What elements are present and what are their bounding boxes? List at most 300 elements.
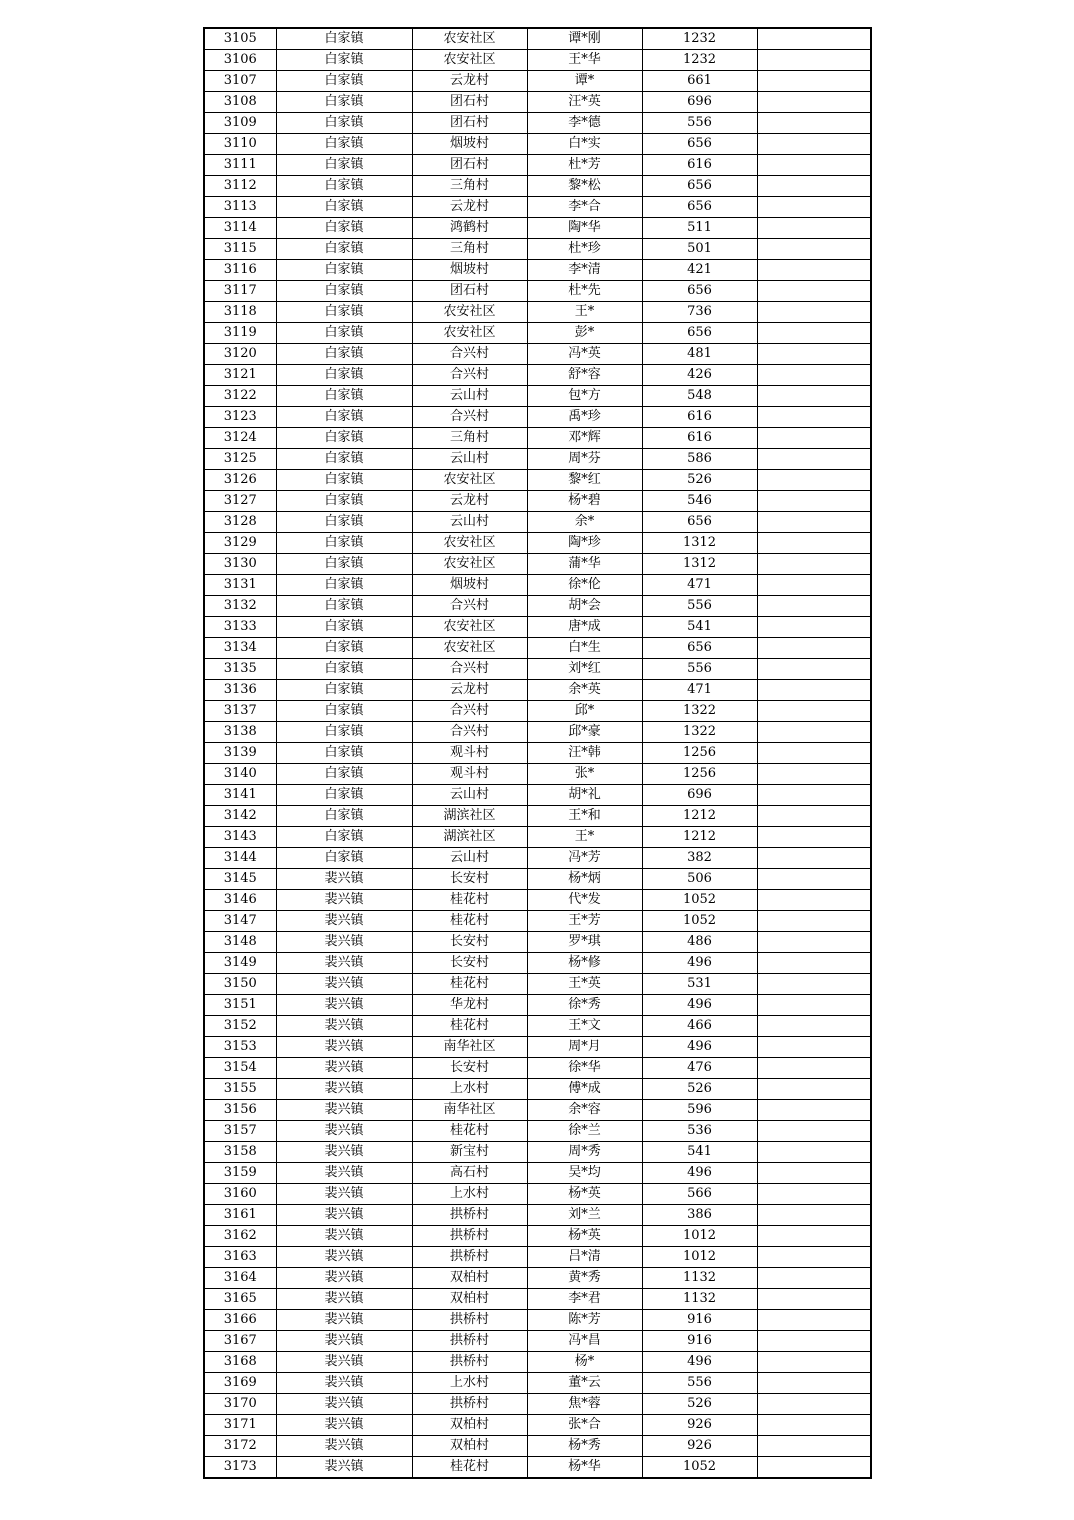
- cell-village: 新宝村: [412, 1142, 527, 1163]
- table-row: [204, 176, 871, 197]
- cell-name: 舒*容: [527, 365, 642, 386]
- table-row: [204, 428, 871, 449]
- cell-village: 三角村: [412, 428, 527, 449]
- cell-town: 白家镇: [276, 260, 412, 281]
- table-row: [204, 974, 871, 995]
- cell-amount: 496: [642, 1037, 757, 1058]
- cell-remark: [757, 1310, 871, 1331]
- table-row: [204, 869, 871, 890]
- table-row: [204, 1268, 871, 1289]
- cell-village: 团石村: [412, 155, 527, 176]
- cell-amount: 511: [642, 218, 757, 239]
- cell-town: 白家镇: [276, 323, 412, 344]
- cell-amount: 656: [642, 281, 757, 302]
- cell-amount: 1232: [642, 28, 757, 50]
- table-row: [204, 533, 871, 554]
- cell-serial-number: 3157: [204, 1121, 276, 1142]
- table-row: [204, 995, 871, 1016]
- cell-village: 合兴村: [412, 365, 527, 386]
- table-row: [204, 806, 871, 827]
- cell-remark: [757, 28, 871, 50]
- cell-serial-number: 3141: [204, 785, 276, 806]
- cell-town: 裴兴镇: [276, 1331, 412, 1352]
- cell-village: 拱桥村: [412, 1205, 527, 1226]
- cell-town: 裴兴镇: [276, 995, 412, 1016]
- cell-town: 裴兴镇: [276, 1268, 412, 1289]
- cell-town: 白家镇: [276, 302, 412, 323]
- cell-remark: [757, 50, 871, 71]
- cell-town: 裴兴镇: [276, 911, 412, 932]
- cell-remark: [757, 638, 871, 659]
- table-row: [204, 1436, 871, 1457]
- cell-amount: 486: [642, 932, 757, 953]
- table-row: [204, 932, 871, 953]
- cell-remark: [757, 1163, 871, 1184]
- table-row: [204, 1226, 871, 1247]
- cell-serial-number: 3147: [204, 911, 276, 932]
- cell-name: 谭*刚: [527, 28, 642, 50]
- cell-name: 彭*: [527, 323, 642, 344]
- cell-village: 长安村: [412, 869, 527, 890]
- cell-remark: [757, 848, 871, 869]
- cell-name: 杨*修: [527, 953, 642, 974]
- cell-village: 合兴村: [412, 407, 527, 428]
- cell-amount: 736: [642, 302, 757, 323]
- table-row: [204, 722, 871, 743]
- cell-serial-number: 3162: [204, 1226, 276, 1247]
- cell-village: 桂花村: [412, 890, 527, 911]
- cell-town: 白家镇: [276, 806, 412, 827]
- table-row: [204, 1352, 871, 1373]
- cell-serial-number: 3153: [204, 1037, 276, 1058]
- cell-remark: [757, 92, 871, 113]
- cell-amount: 926: [642, 1436, 757, 1457]
- cell-name: 冯*芳: [527, 848, 642, 869]
- table-row: [204, 1079, 871, 1100]
- cell-amount: 1322: [642, 722, 757, 743]
- table-row: [204, 1289, 871, 1310]
- cell-serial-number: 3149: [204, 953, 276, 974]
- cell-town: 白家镇: [276, 827, 412, 848]
- cell-serial-number: 3115: [204, 239, 276, 260]
- cell-village: 拱桥村: [412, 1226, 527, 1247]
- table-row: [204, 638, 871, 659]
- cell-village: 桂花村: [412, 974, 527, 995]
- cell-serial-number: 3121: [204, 365, 276, 386]
- cell-town: 裴兴镇: [276, 1205, 412, 1226]
- cell-name: 汪*韩: [527, 743, 642, 764]
- cell-name: 余*容: [527, 1100, 642, 1121]
- cell-amount: 916: [642, 1331, 757, 1352]
- cell-name: 陶*华: [527, 218, 642, 239]
- table-row: [204, 1184, 871, 1205]
- cell-village: 云龙村: [412, 71, 527, 92]
- cell-serial-number: 3169: [204, 1373, 276, 1394]
- cell-amount: 1312: [642, 554, 757, 575]
- cell-amount: 496: [642, 995, 757, 1016]
- cell-remark: [757, 1100, 871, 1121]
- cell-remark: [757, 1121, 871, 1142]
- cell-remark: [757, 806, 871, 827]
- cell-village: 农安社区: [412, 470, 527, 491]
- cell-serial-number: 3118: [204, 302, 276, 323]
- cell-serial-number: 3154: [204, 1058, 276, 1079]
- cell-amount: 1232: [642, 50, 757, 71]
- cell-village: 三角村: [412, 176, 527, 197]
- cell-village: 华龙村: [412, 995, 527, 1016]
- table-row: [204, 386, 871, 407]
- cell-village: 观斗村: [412, 743, 527, 764]
- cell-remark: [757, 407, 871, 428]
- cell-serial-number: 3112: [204, 176, 276, 197]
- table-row: [204, 911, 871, 932]
- cell-village: 拱桥村: [412, 1247, 527, 1268]
- cell-amount: 536: [642, 1121, 757, 1142]
- cell-name: 余*: [527, 512, 642, 533]
- cell-name: 唐*成: [527, 617, 642, 638]
- cell-amount: 526: [642, 470, 757, 491]
- cell-name: 徐*伦: [527, 575, 642, 596]
- cell-village: 合兴村: [412, 344, 527, 365]
- cell-name: 谭*: [527, 71, 642, 92]
- cell-serial-number: 3172: [204, 1436, 276, 1457]
- cell-amount: 1132: [642, 1268, 757, 1289]
- cell-name: 杨*秀: [527, 1436, 642, 1457]
- cell-serial-number: 3148: [204, 932, 276, 953]
- table-row: [204, 155, 871, 176]
- cell-name: 包*方: [527, 386, 642, 407]
- cell-amount: 506: [642, 869, 757, 890]
- cell-amount: 596: [642, 1100, 757, 1121]
- cell-village: 农安社区: [412, 533, 527, 554]
- table-row: [204, 1310, 871, 1331]
- cell-remark: [757, 953, 871, 974]
- cell-amount: 656: [642, 638, 757, 659]
- cell-amount: 1256: [642, 743, 757, 764]
- cell-village: 三角村: [412, 239, 527, 260]
- table-row: [204, 1415, 871, 1436]
- cell-serial-number: 3128: [204, 512, 276, 533]
- cell-amount: 586: [642, 449, 757, 470]
- cell-serial-number: 3166: [204, 1310, 276, 1331]
- cell-amount: 496: [642, 1352, 757, 1373]
- cell-town: 白家镇: [276, 113, 412, 134]
- cell-remark: [757, 323, 871, 344]
- cell-remark: [757, 344, 871, 365]
- cell-serial-number: 3165: [204, 1289, 276, 1310]
- cell-village: 长安村: [412, 932, 527, 953]
- cell-name: 张*合: [527, 1415, 642, 1436]
- table-row: [204, 554, 871, 575]
- cell-serial-number: 3161: [204, 1205, 276, 1226]
- cell-village: 南华社区: [412, 1100, 527, 1121]
- cell-village: 农安社区: [412, 638, 527, 659]
- cell-village: 上水村: [412, 1184, 527, 1205]
- cell-amount: 531: [642, 974, 757, 995]
- cell-village: 双柏村: [412, 1415, 527, 1436]
- cell-remark: [757, 1205, 871, 1226]
- cell-serial-number: 3168: [204, 1352, 276, 1373]
- table-row: [204, 260, 871, 281]
- table-row: [204, 1037, 871, 1058]
- cell-remark: [757, 1268, 871, 1289]
- cell-remark: [757, 1373, 871, 1394]
- cell-serial-number: 3171: [204, 1415, 276, 1436]
- cell-serial-number: 3167: [204, 1331, 276, 1352]
- cell-village: 桂花村: [412, 1016, 527, 1037]
- table-row: [204, 785, 871, 806]
- cell-amount: 556: [642, 659, 757, 680]
- cell-serial-number: 3138: [204, 722, 276, 743]
- cell-remark: [757, 428, 871, 449]
- cell-name: 杨*华: [527, 1457, 642, 1479]
- cell-amount: 656: [642, 134, 757, 155]
- cell-remark: [757, 785, 871, 806]
- cell-village: 云龙村: [412, 680, 527, 701]
- cell-amount: 526: [642, 1079, 757, 1100]
- cell-town: 白家镇: [276, 638, 412, 659]
- cell-serial-number: 3130: [204, 554, 276, 575]
- cell-remark: [757, 911, 871, 932]
- table-row: [204, 1016, 871, 1037]
- cell-name: 李*君: [527, 1289, 642, 1310]
- cell-name: 王*芳: [527, 911, 642, 932]
- cell-village: 鸿鹤村: [412, 218, 527, 239]
- cell-remark: [757, 218, 871, 239]
- cell-village: 团石村: [412, 281, 527, 302]
- cell-town: 白家镇: [276, 428, 412, 449]
- cell-name: 吕*清: [527, 1247, 642, 1268]
- cell-name: 周*芬: [527, 449, 642, 470]
- cell-name: 周*秀: [527, 1142, 642, 1163]
- cell-serial-number: 3106: [204, 50, 276, 71]
- cell-town: 裴兴镇: [276, 974, 412, 995]
- cell-town: 白家镇: [276, 218, 412, 239]
- cell-serial-number: 3122: [204, 386, 276, 407]
- cell-village: 长安村: [412, 953, 527, 974]
- cell-remark: [757, 113, 871, 134]
- cell-amount: 501: [642, 239, 757, 260]
- cell-remark: [757, 260, 871, 281]
- cell-name: 徐*秀: [527, 995, 642, 1016]
- cell-remark: [757, 1289, 871, 1310]
- table-row: [204, 197, 871, 218]
- cell-amount: 426: [642, 365, 757, 386]
- cell-village: 云龙村: [412, 197, 527, 218]
- cell-amount: 566: [642, 1184, 757, 1205]
- cell-amount: 466: [642, 1016, 757, 1037]
- cell-name: 陈*芳: [527, 1310, 642, 1331]
- cell-town: 白家镇: [276, 239, 412, 260]
- cell-remark: [757, 155, 871, 176]
- cell-serial-number: 3111: [204, 155, 276, 176]
- cell-serial-number: 3146: [204, 890, 276, 911]
- table-row: [204, 407, 871, 428]
- cell-village: 湖滨社区: [412, 827, 527, 848]
- cell-name: 蒲*华: [527, 554, 642, 575]
- cell-serial-number: 3120: [204, 344, 276, 365]
- table-row: [204, 470, 871, 491]
- cell-town: 白家镇: [276, 50, 412, 71]
- cell-serial-number: 3136: [204, 680, 276, 701]
- cell-amount: 656: [642, 197, 757, 218]
- table-row: [204, 344, 871, 365]
- cell-remark: [757, 71, 871, 92]
- cell-village: 合兴村: [412, 659, 527, 680]
- cell-serial-number: 3163: [204, 1247, 276, 1268]
- cell-name: 白*生: [527, 638, 642, 659]
- cell-name: 李*清: [527, 260, 642, 281]
- cell-remark: [757, 491, 871, 512]
- cell-name: 白*实: [527, 134, 642, 155]
- cell-name: 王*和: [527, 806, 642, 827]
- cell-remark: [757, 176, 871, 197]
- cell-serial-number: 3135: [204, 659, 276, 680]
- cell-town: 裴兴镇: [276, 932, 412, 953]
- cell-amount: 421: [642, 260, 757, 281]
- cell-name: 杜*先: [527, 281, 642, 302]
- cell-town: 白家镇: [276, 197, 412, 218]
- cell-town: 白家镇: [276, 449, 412, 470]
- cell-amount: 556: [642, 596, 757, 617]
- table-row: [204, 701, 871, 722]
- cell-amount: 926: [642, 1415, 757, 1436]
- cell-serial-number: 3160: [204, 1184, 276, 1205]
- cell-amount: 526: [642, 1394, 757, 1415]
- cell-remark: [757, 575, 871, 596]
- cell-amount: 471: [642, 575, 757, 596]
- cell-village: 云山村: [412, 848, 527, 869]
- cell-name: 杨*英: [527, 1226, 642, 1247]
- cell-town: 白家镇: [276, 554, 412, 575]
- cell-amount: 548: [642, 386, 757, 407]
- cell-town: 裴兴镇: [276, 1058, 412, 1079]
- cell-amount: 476: [642, 1058, 757, 1079]
- cell-amount: 1322: [642, 701, 757, 722]
- table-row: [204, 596, 871, 617]
- cell-remark: [757, 386, 871, 407]
- cell-remark: [757, 1226, 871, 1247]
- cell-amount: 556: [642, 113, 757, 134]
- cell-name: 冯*昌: [527, 1331, 642, 1352]
- cell-serial-number: 3151: [204, 995, 276, 1016]
- cell-name: 黎*红: [527, 470, 642, 491]
- cell-amount: 656: [642, 176, 757, 197]
- cell-village: 长安村: [412, 1058, 527, 1079]
- cell-serial-number: 3170: [204, 1394, 276, 1415]
- cell-village: 高石村: [412, 1163, 527, 1184]
- cell-amount: 916: [642, 1310, 757, 1331]
- cell-remark: [757, 1079, 871, 1100]
- cell-amount: 1012: [642, 1247, 757, 1268]
- cell-town: 裴兴镇: [276, 1184, 412, 1205]
- cell-serial-number: 3127: [204, 491, 276, 512]
- table-row: [204, 1100, 871, 1121]
- cell-town: 裴兴镇: [276, 890, 412, 911]
- cell-name: 王*文: [527, 1016, 642, 1037]
- table-row: [204, 28, 871, 50]
- table-row: [204, 92, 871, 113]
- cell-amount: 382: [642, 848, 757, 869]
- allowance-table: [203, 27, 872, 1479]
- cell-name: 王*英: [527, 974, 642, 995]
- table-row: [204, 827, 871, 848]
- table-row: [204, 323, 871, 344]
- cell-remark: [757, 1037, 871, 1058]
- cell-remark: [757, 239, 871, 260]
- cell-remark: [757, 659, 871, 680]
- cell-town: 白家镇: [276, 28, 412, 50]
- cell-amount: 696: [642, 92, 757, 113]
- table-row: [204, 134, 871, 155]
- cell-serial-number: 3150: [204, 974, 276, 995]
- cell-serial-number: 3108: [204, 92, 276, 113]
- cell-name: 邱*: [527, 701, 642, 722]
- cell-village: 团石村: [412, 113, 527, 134]
- cell-village: 拱桥村: [412, 1394, 527, 1415]
- cell-town: 白家镇: [276, 575, 412, 596]
- cell-serial-number: 3133: [204, 617, 276, 638]
- cell-town: 白家镇: [276, 386, 412, 407]
- cell-village: 农安社区: [412, 50, 527, 71]
- cell-remark: [757, 701, 871, 722]
- cell-town: 白家镇: [276, 722, 412, 743]
- cell-serial-number: 3105: [204, 28, 276, 50]
- cell-village: 云龙村: [412, 491, 527, 512]
- cell-remark: [757, 365, 871, 386]
- cell-town: 裴兴镇: [276, 1436, 412, 1457]
- cell-remark: [757, 449, 871, 470]
- cell-remark: [757, 617, 871, 638]
- cell-amount: 541: [642, 1142, 757, 1163]
- table-row: [204, 218, 871, 239]
- cell-remark: [757, 743, 871, 764]
- cell-town: 裴兴镇: [276, 1037, 412, 1058]
- cell-amount: 541: [642, 617, 757, 638]
- cell-village: 南华社区: [412, 1037, 527, 1058]
- cell-town: 裴兴镇: [276, 953, 412, 974]
- cell-name: 余*英: [527, 680, 642, 701]
- cell-town: 白家镇: [276, 743, 412, 764]
- cell-serial-number: 3134: [204, 638, 276, 659]
- cell-serial-number: 3107: [204, 71, 276, 92]
- cell-town: 裴兴镇: [276, 1226, 412, 1247]
- cell-town: 白家镇: [276, 617, 412, 638]
- cell-name: 杨*: [527, 1352, 642, 1373]
- cell-town: 白家镇: [276, 680, 412, 701]
- table-row: [204, 764, 871, 785]
- cell-name: 傅*成: [527, 1079, 642, 1100]
- table-row: [204, 512, 871, 533]
- cell-town: 裴兴镇: [276, 1289, 412, 1310]
- cell-town: 白家镇: [276, 470, 412, 491]
- cell-name: 董*云: [527, 1373, 642, 1394]
- cell-town: 裴兴镇: [276, 1142, 412, 1163]
- cell-village: 烟坡村: [412, 134, 527, 155]
- cell-remark: [757, 134, 871, 155]
- table-row: [204, 1457, 871, 1479]
- cell-amount: 616: [642, 407, 757, 428]
- cell-amount: 661: [642, 71, 757, 92]
- cell-name: 李*合: [527, 197, 642, 218]
- cell-village: 双柏村: [412, 1268, 527, 1289]
- cell-amount: 481: [642, 344, 757, 365]
- table-row: [204, 743, 871, 764]
- cell-village: 农安社区: [412, 302, 527, 323]
- cell-serial-number: 3159: [204, 1163, 276, 1184]
- cell-name: 代*发: [527, 890, 642, 911]
- cell-amount: 546: [642, 491, 757, 512]
